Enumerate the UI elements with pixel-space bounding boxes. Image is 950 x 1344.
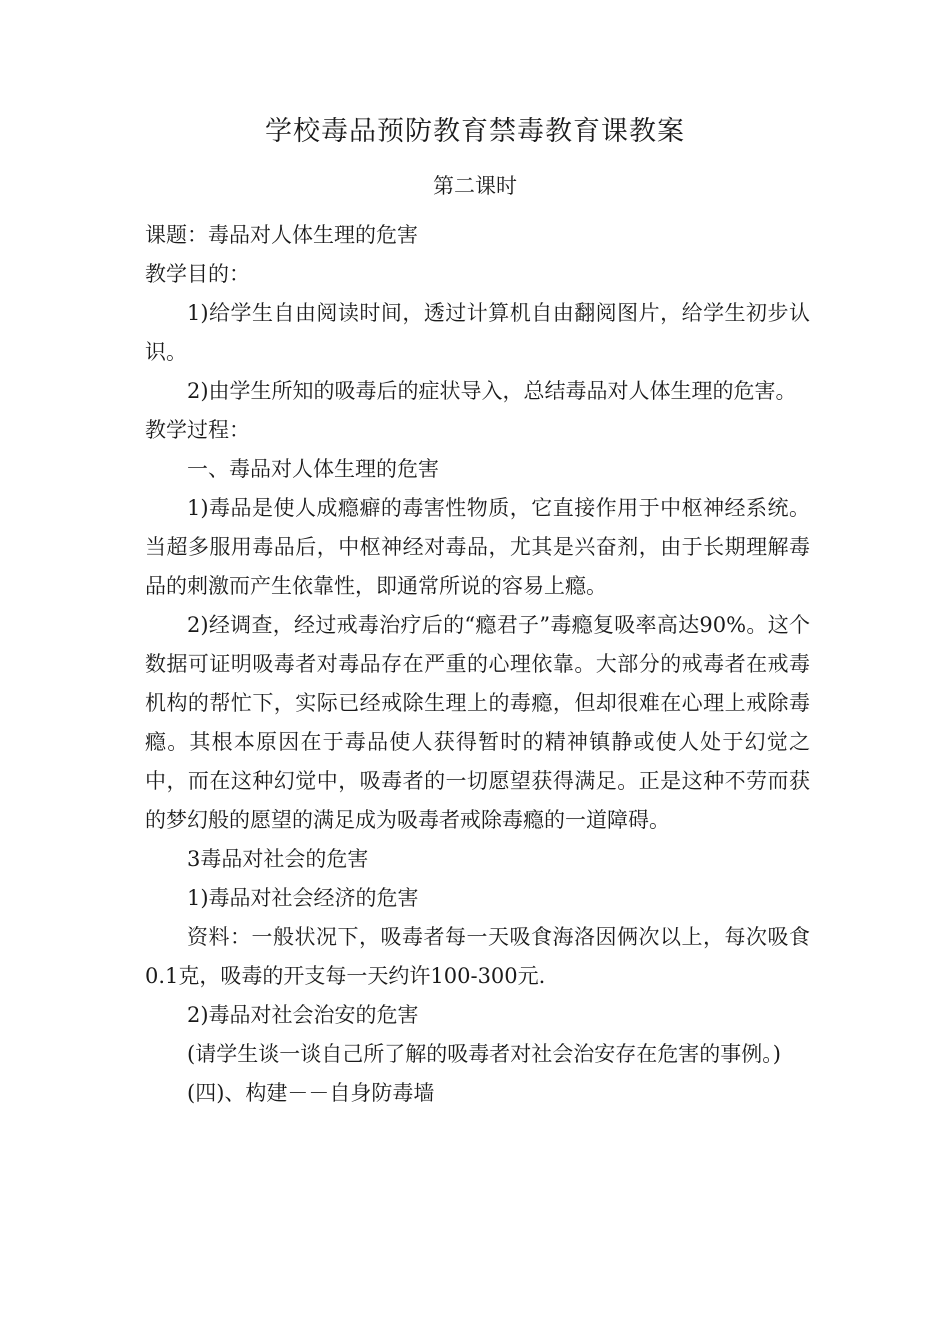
- document-body: [145, 216, 810, 1113]
- objective-item: 2)由学生所知的吸毒后的症状导入，总结毒品对人体生理的危害。: [187, 379, 797, 403]
- body-paragraph: 资料：一般状况下，吸毒者每一天吸食海洛因俩次以上，每次吸食0.1克，吸毒的开支每一天约许100-300元.: [145, 925, 810, 988]
- subsection-heading: 一、毒品对人体生理的危害: [187, 457, 439, 481]
- lesson-topic: 课题：毒品对人体生理的危害: [145, 223, 418, 247]
- body-paragraph: 1)毒品对社会经济的危害: [187, 886, 419, 910]
- objective-item: 1)给学生自由阅读时间，透过计算机自由翻阅图片，给学生初步认识。: [145, 301, 810, 364]
- body-paragraph: 1)毒品是使人成瘾癖的毒害性物质，它直接作用于中枢神经系统。当超多服用毒品后，中枢神经对毒品，尤其是兴奋剂，由于长期理解毒品的刺激而产生依靠性，即通常所说的容易上瘾。: [145, 496, 810, 598]
- body-paragraph: (请学生谈一谈自己所了解的吸毒者对社会治安存在危害的事例。): [187, 1042, 781, 1066]
- body-paragraph: 2)毒品对社会治安的危害: [187, 1003, 419, 1027]
- subsection-heading: (四)、构建－－自身防毒墙: [187, 1081, 435, 1105]
- section-heading-objectives: 教学目的：: [145, 262, 250, 286]
- page-title: 学校毒品预防教育禁毒教育课教案: [265, 116, 685, 147]
- section-heading-process: 教学过程：: [145, 418, 250, 442]
- body-paragraph: 2)经调查，经过戒毒治疗后的“瘾君子”毒瘾复吸率高达90%。这个数据可证明吸毒者对毒品存在严重的心理依靠。大部分的戒毒者在戒毒机构的帮忙下，实际已经戒除生理上的毒瘾，但却很难在心理上戒除毒瘾。其根本原因在于毒品使人获得暂时的精神镇静或使人处于幻觉之中，而在这种幻觉中，吸毒者的一切愿望获得满足。正是这种不劳而获的梦幻般的愿望的满足成为吸毒者戒除毒瘾的一道障碍。: [145, 613, 810, 832]
- subsection-heading: 3毒品对社会的危害: [187, 847, 369, 871]
- lesson-subtitle: 第二课时: [433, 174, 517, 198]
